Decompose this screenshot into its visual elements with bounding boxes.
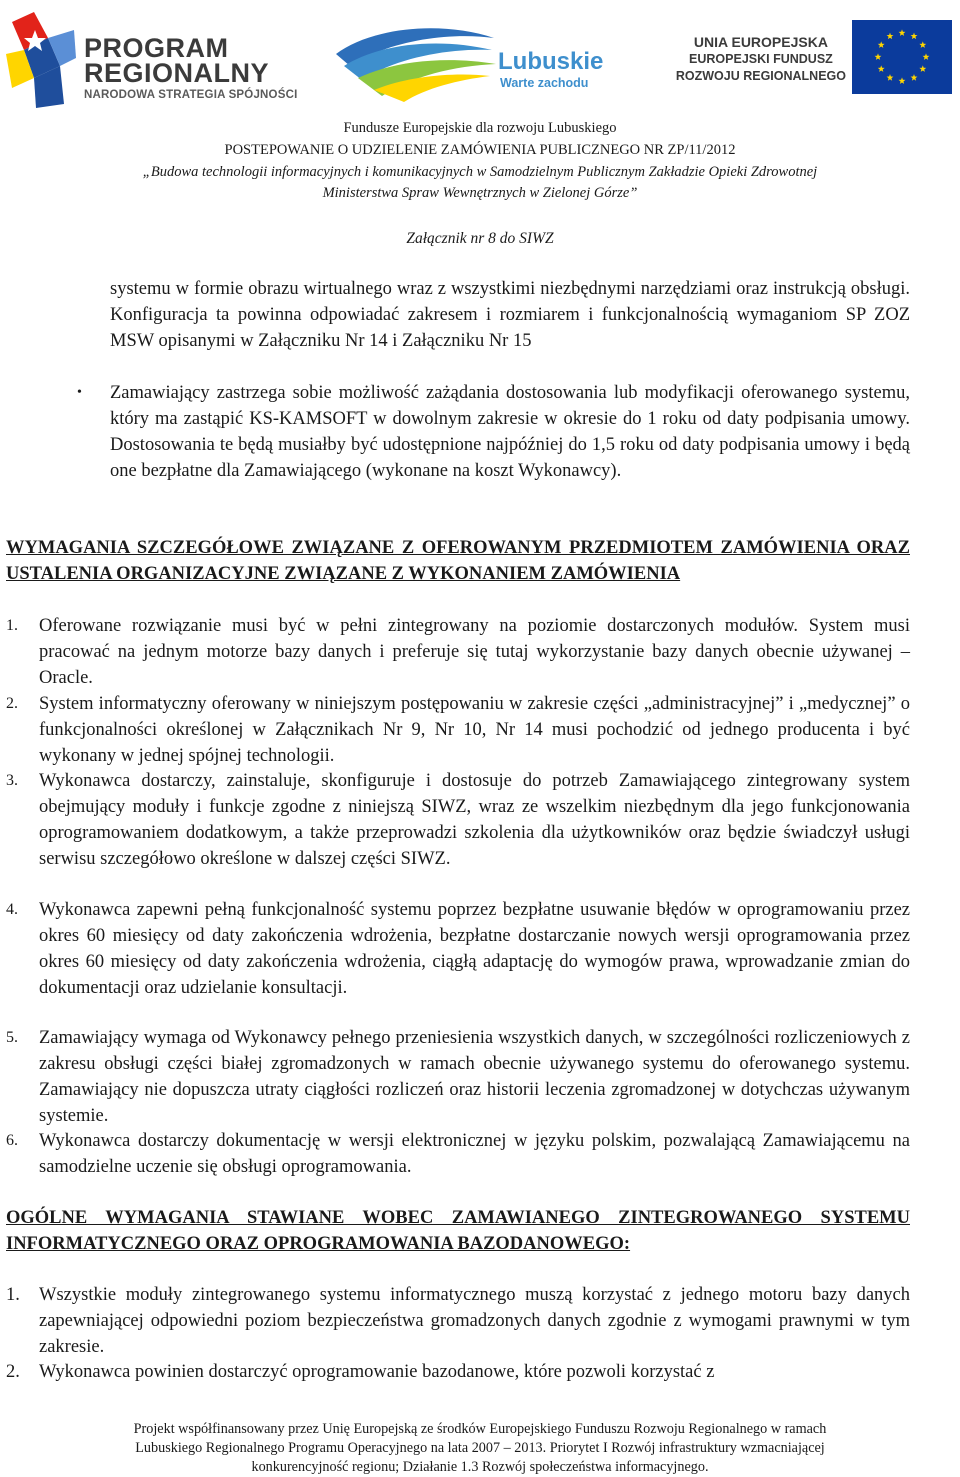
logo-strip	[0, 0, 960, 118]
s1-item6-number: 6.	[6, 1132, 18, 1149]
lubuskie-tagline: Warte zachodu	[500, 76, 589, 90]
header-line4: Ministerstwa Spraw Wewnętrznych w Zielonej Górze”	[322, 185, 638, 201]
s1-item5-number: 5.	[6, 1029, 18, 1046]
program-regionalny-logo	[4, 8, 314, 112]
s1-item2-text: System informatyczny oferowany w niniejszym postępowaniu w zakresie części „administracyjnej” i „medycznej” o funkcjonalności określonej w Załącznikach Nr 9, Nr 10, Nr 14 musi pochodzić od jednego producenta i być wykonany w jednej spójnej technologii.	[39, 694, 910, 766]
s1-item1-number: 1.	[6, 617, 18, 634]
eu-line3: ROZWOJU REGIONALNEGO	[675, 69, 846, 83]
s2-item1-number: 1.	[6, 1285, 20, 1305]
bullet-marker: •	[77, 385, 82, 400]
s1-item5-text: Zamawiający wymaga od Wykonawcy pełnego przeniesienia wszystkich danych, w szczególności rozliczeniowych z zakresu obsługi części białej zgromadzonych w ramach obecnie używanego systemu do oferowanego systemu. Zamawiający nie dopuszcza utraty ciągłości rozliczeń oraz historii leczenia zgromadzonej w dotychczas używanym systemie.	[39, 1028, 910, 1126]
attachment-label: Załącznik nr 8 do SIWZ	[406, 230, 554, 247]
header-line3: „Budowa technologii informacyjnych i komunikacyjnych w Samodzielnym Publicznym Zakładzie Opieki Zdrowotnej	[142, 164, 818, 180]
s1-item2-number: 2.	[6, 695, 18, 712]
program-regionalny-subtitle: NARODOWA STRATEGIA SPÓJNOŚCI	[84, 89, 298, 101]
lubuskie-logo	[330, 14, 620, 104]
s2-item2-text: Wykonawca powinien dostarczyć oprogramowanie bazodanowe, które pozwoli korzystać z	[39, 1362, 715, 1382]
program-title-line2: REGIONALNY	[84, 58, 270, 88]
eu-flag-icon	[852, 20, 952, 94]
footer-line1: Projekt współfinansowany przez Unię Europejską ze środków Europejskiego Funduszu Rozwoju Regionalnego w ramach	[133, 1421, 827, 1437]
section1-heading: WYMAGANIA SZCZEGÓŁOWE ZWIĄZANE Z OFEROWANYM PRZEDMIOTEM ZAMÓWIENIA ORAZ USTALENIA ORGANIZACYJNE ZWIĄZANE Z WYKONANIEM ZAMÓWIENIA	[6, 538, 910, 584]
intro-continuation: systemu w formie obrazu wirtualnego wraz z wszystkimi niezbędnymi narzędziami oraz instrukcją obsługi. Konfiguracja ta powinna odpowiadać zakresem i rozmiarem i funkcjonalnością wymaganiom SP ZOZ MSW opisanymi w Załączniku Nr 14 i Załączniku Nr 15	[110, 279, 910, 351]
lubuskie-wave-icon	[330, 14, 500, 104]
s1-item4-number: 4.	[6, 901, 18, 918]
s1-item3-text: Wykonawca dostarczy, zainstaluje, skonfiguruje i dostosuje do potrzeb Zamawiającego zintegrowany system obejmujący moduły i funkcje zgodne z niniejszą SIWZ, wraz ze wszelkim niezbędnym dla jego funkcjonowania oprogramowaniem dodatkowym, a także przeprowadzi szkolenia dla użytkowników oraz będzie świadczył usługi serwisu szczegółowo określone w dalszej części SIWZ.	[39, 771, 910, 869]
eu-line2: EUROPEJSKI FUNDUSZ	[689, 52, 833, 66]
eu-logo-text	[676, 34, 846, 85]
eu-line1: UNIA EUROPEJSKA	[693, 34, 828, 50]
footer-line2: Lubuskiego Regionalnego Programu Operacyjnego na lata 2007 – 2013. Priorytet I Rozwój infrastruktury wzmacniającej	[135, 1440, 825, 1456]
eu-logo	[660, 20, 956, 100]
s1-item4-text: Wykonawca zapewni pełną funkcjonalność systemu poprzez bezpłatne usuwanie błędów w oprogramowaniu przez okres 60 miesięcy od daty zakończenia wdrożenia, bezpłatne dostarczanie nowych wersji oprogramowania przez okres 60 miesięcy od daty zakończenia wdrożenia, ciągłą adaptację do wymogów prawa, wprowadzanie zmian do dokumentacji oraz udzielanie konsultacji.	[39, 900, 910, 998]
lubuskie-name: Lubuskie	[498, 48, 604, 75]
section2-heading: OGÓLNE WYMAGANIA STAWIANE WOBEC ZAMAWIANEGO ZINTEGROWANEGO SYSTEMU INFORMATYCZNEGO ORAZ OPROGRAMOWANIA BAZODANOWEGO:	[6, 1208, 910, 1254]
header-line1: Fundusze Europejskie dla rozwoju Lubuskiego	[343, 120, 617, 136]
s1-item1-text: Oferowane rozwiązanie musi być w pełni zintegrowany na poziomie dostarczonych modułów. System musi pracować na jednym motorze bazy danych i preferuje się tutaj wykorzystanie bazy danych obecnie używanej – Oracle.	[39, 616, 910, 688]
s1-item6-text: Wykonawca dostarczy dokumentację w wersji elektronicznej w języku polskim, pozwalającą Zamawiającemu na samodzielne uczenie się obsługi oprogramowania.	[39, 1131, 910, 1177]
s2-item1-text: Wszystkie moduły zintegrowanego systemu informatycznego muszą korzystać z jednego motoru bazy danych zapewniającej odpowiedni poziom bezpieczeństwa gromadzonych danych zgodnie z wymogami prawnymi w tym zakresie.	[39, 1285, 910, 1357]
s1-item3-number: 3.	[6, 772, 18, 789]
program-title-line1: PROGRAM	[84, 33, 229, 63]
program-regionalny-title	[84, 33, 270, 88]
s2-item2-number: 2.	[6, 1362, 20, 1382]
footer	[0, 1420, 960, 1477]
intro-bullet-text: Zamawiający zastrzega sobie możliwość zażądania dostosowania lub modyfikacji oferowanego systemu, który ma zastąpić KS-KAMSOFT w dowolnym zakresie w okresie do 1 roku od daty podpisania umowy. Dostosowania te będą musiałby być udostępnione najpóźniej do 1,5 roku od daty podpisania umowy i będą one bezpłatne dla Zamawiającego (wykonane na koszt Wykonawcy).	[110, 383, 910, 481]
footer-line3: konkurencyjność regionu; Działanie 1.3 Rozwój społeczeństwa informacyjnego.	[251, 1459, 709, 1475]
program-regionalny-emblem-icon	[4, 8, 80, 112]
header-line2: POSTEPOWANIE O UDZIELENIE ZAMÓWIENIA PUBLICZNEGO NR ZP/11/2012	[224, 142, 736, 158]
